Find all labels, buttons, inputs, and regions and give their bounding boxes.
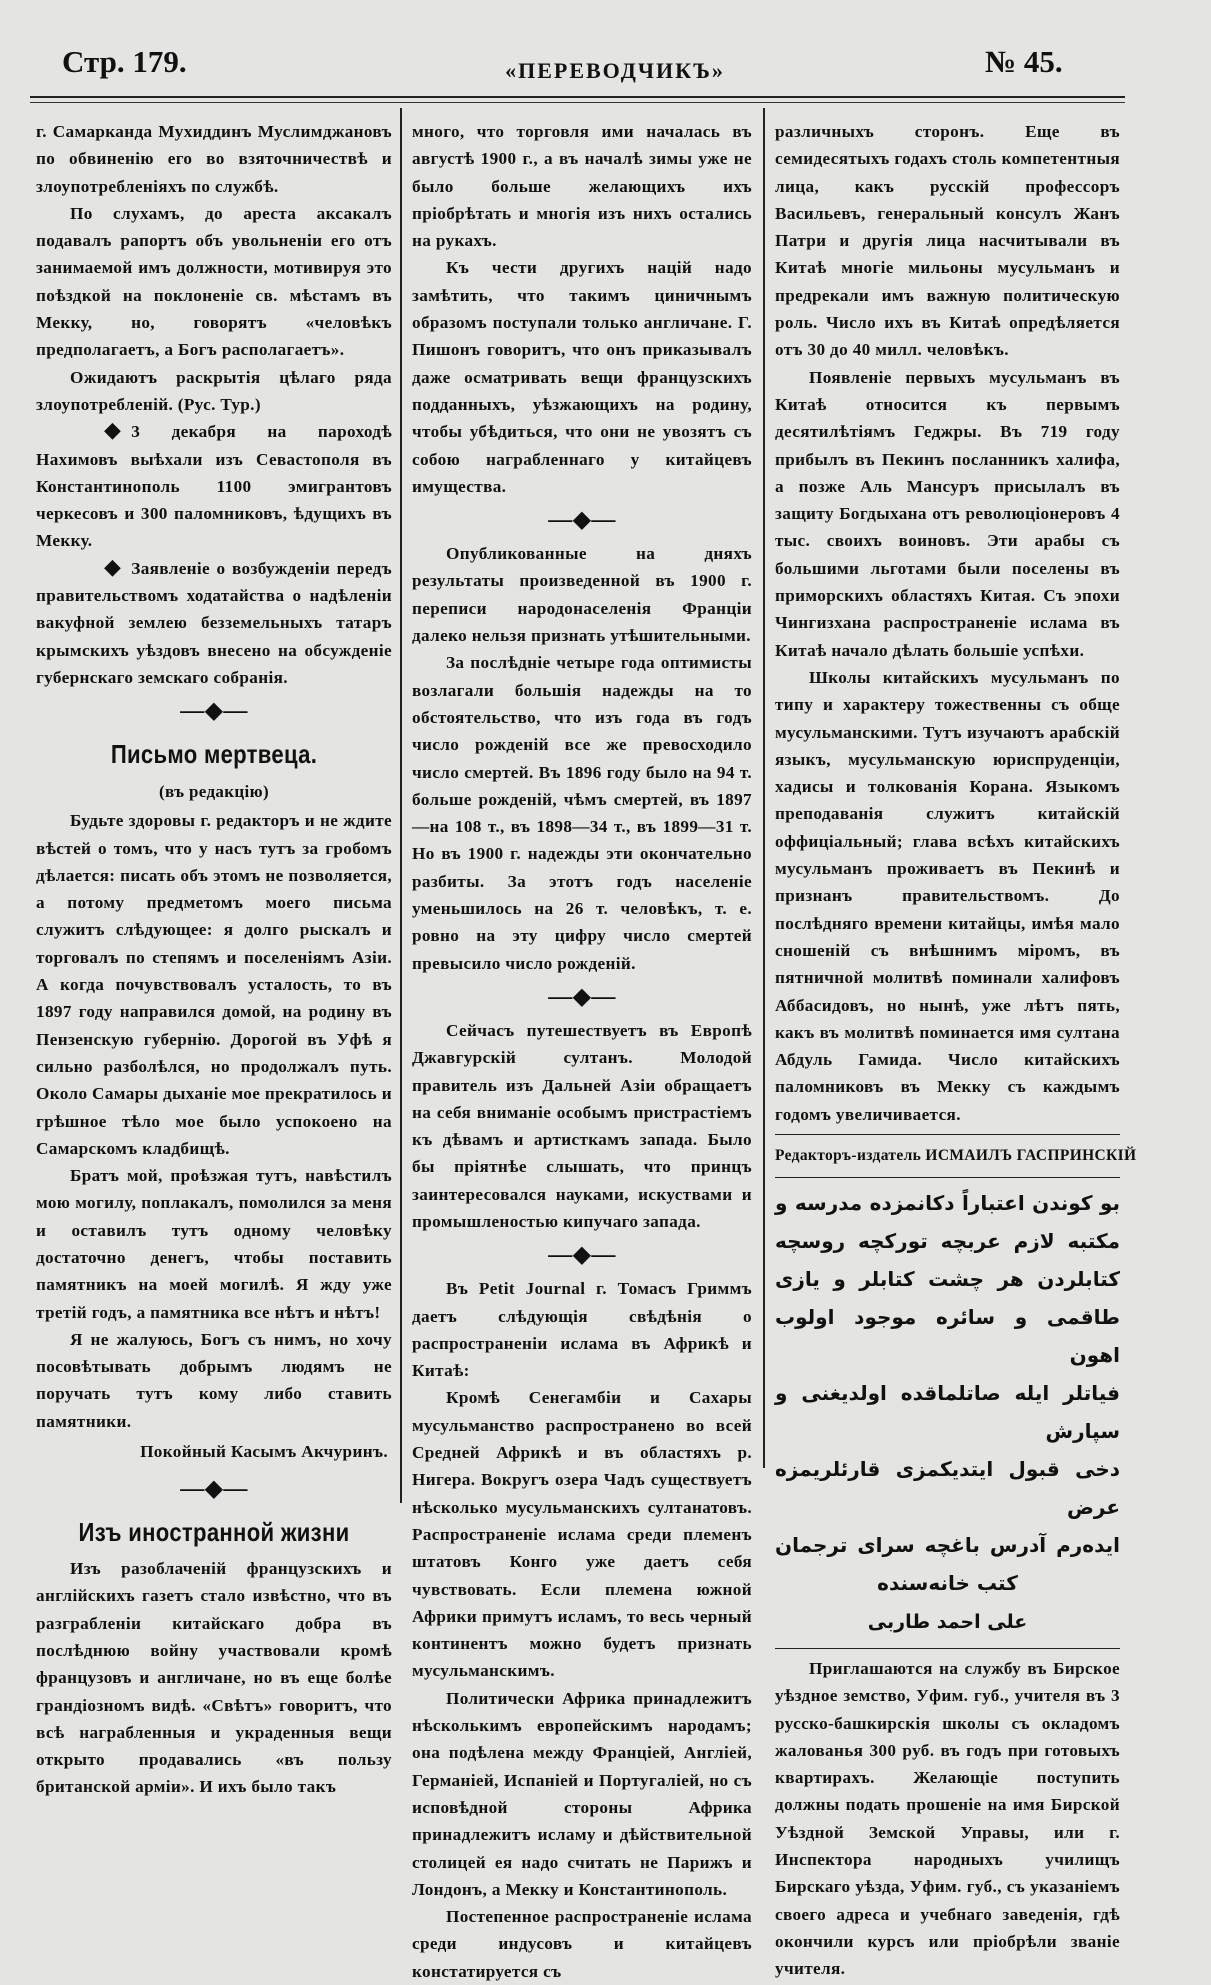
article-paragraph: Будьте здоровы г. редакторъ и не ждите вѣстей о томъ, что у насъ тутъ за гробомъ дѣлается: писать объ этомъ не позволяется, а потому предметомъ моего письма служитъ слѣдующее: я долго рыскалъ и торговалъ по степямъ и поселеніямъ Азіи. А когда почувствовалъ усталость, то въ 1897 году направился домой, на родину въ Пензенскую губернію. Дорогой въ Уфѣ я сильно разболѣлся, но продолжалъ путь. Около Самары дыханіе мое прекратилось и грѣшное тѣло мое было успокоено на Самарскомъ кладбищѣ. — [36, 811, 392, 1158]
article-paragraph: По слухамъ, до ареста аксакалъ подавалъ рапортъ объ увольненіи его отъ занимаемой имъ должности, мотивируя это поѣздкой на поклоненіе св. мѣстамъ въ Мекку, но, говорятъ «человѣкъ предполагаетъ, а Богъ располагаетъ». — [36, 203, 392, 360]
diamond-divider-icon: —◆— — [548, 1242, 616, 1269]
arabic-text-line: فياتلر ايله صاتلماقده اولديغنى و سپارش — [775, 1380, 1120, 1443]
column-divider — [400, 108, 402, 1503]
article-paragraph: Школы китайскихъ мусульманъ по типу и характеру тожественны съ обще мусульманскими. Тутъ изучаютъ арабскій языкъ, мусульманскую юриспруденціи, хадисы и толкованія Корана. Языкомъ преподаванія служитъ китайскій оффиціальный; глава всѣхъ китайскихъ мусульманъ проживаетъ въ Пекинѣ и признанъ правительствомъ. До послѣдняго времени китайцы, имѣя мало сношеній съ внѣшнимъ міромъ, въ пятничной молитвѣ поминали халифовъ Аббасидовъ, но нынѣ, уже лѣтъ пять, какъ въ молитвѣ поминается имя султана Абдуль Гамида. Число китайскихъ паломниковъ въ Мекку съ каждымъ годомъ увеличивается. — [775, 667, 1120, 1124]
column-divider — [763, 108, 765, 1468]
article-subheading: (въ редакцію) — [159, 782, 269, 802]
arabic-text-line: كتب خانه‌سنده — [877, 1570, 1018, 1595]
diamond-divider-icon: —◆— — [180, 1476, 248, 1503]
article-paragraph: Постепенное распространеніе ислама среди индусовъ и китайцевъ констатируется съ — [412, 1907, 752, 1981]
arabic-text-line: بو كوندن اعتباراً دكانمزده مدرسه و — [775, 1190, 1120, 1215]
article-paragraph: Братъ мой, проѣзжая тутъ, навѣстилъ мою могилу, поплакалъ, помолился за меня и оставилъ тутъ одному человѣку достаточно денегъ, чтобы поставить памятникъ на моей могилѣ. Я жду уже третій годъ, а памятника все нѣтъ и нѣтъ! — [36, 1166, 392, 1322]
article-paragraph: ◆ Заявленіе о возбужденіи передъ правительствомъ ходатайства о надѣленіи вакуфной землею безземельныхъ татаръ крымскихъ уѣздовъ внесено на обсужденіе губернскаго земскаго собранія. — [36, 553, 392, 687]
rule — [775, 1648, 1120, 1649]
article-paragraph: Появленіе первыхъ мусульманъ въ Китаѣ относится къ первымъ десятилѣтіямъ Геджры. Въ 719 году прибылъ въ Пекинъ посланникъ халифа, а позже Аль Мансуръ присылалъ въ защиту Богдыхана отъ революціонеровъ 4 тыс. своихъ воиновъ. Эти арабы съ большими льготами были поселены въ приморскихъ областяхъ Китая. Съ эпохи Чингизхана распространеніе ислама въ Китаѣ начало дѣлать большіе успѣхи. — [775, 367, 1120, 660]
diamond-bullet-icon: ◆ — [104, 417, 122, 443]
article-paragraph: ◆ 3 декабря на пароходѣ Нахимовъ выѣхали изъ Севастополя въ Константинополь 1100 эмигрантовъ черкесовъ и 300 паломниковъ, ѣдущихъ въ Мекку. — [36, 417, 392, 551]
column-3 — [775, 118, 1137, 1983]
article-paragraph: различныхъ сторонъ. Еще въ семидесятыхъ годахъ столь компетентныя лица, какъ русскій профессоръ Васильевъ, генеральный консулъ Жанъ Патри и другія лица насчитывали въ Китаѣ многіе мильоны мусульманъ и предрекали имъ важную политическую роль. Число ихъ въ Китаѣ опредѣляется отъ 30 до 40 милл. человѣкъ. — [775, 122, 1120, 360]
diamond-divider-icon: —◆— — [548, 507, 616, 534]
article-paragraph: г. Самарканда Мухиддинъ Муслимджановъ по обвиненію его во взяточничествѣ и злоупотребленіяхъ по службѣ. — [36, 122, 392, 196]
arabic-text-line: مكتبه لازم عربچه توركچه روسچه — [775, 1228, 1120, 1253]
diamond-divider-icon: —◆— — [180, 698, 248, 725]
article-paragraph: много, что торговля ими началась въ августѣ 1900 г., а въ началѣ зимы уже не было больше желающихъ ихъ пріобрѣтать и многія изъ нихъ остались на рукахъ. — [412, 122, 752, 251]
editor-publisher-line: Редакторъ-издатель ИСМАИЛЪ ГАСПРИНСКІЙ — [775, 1146, 1137, 1164]
diamond-divider-icon: —◆— — [548, 983, 616, 1010]
article-paragraph: Я не жалуюсь, Богъ съ нимъ, но хочу посовѣтывать добрымъ людямъ не поручать тутъ кому либо ставить памятники. — [36, 1329, 392, 1431]
rule — [775, 1134, 1120, 1135]
article-heading: Письмо мертвеца. — [110, 739, 318, 770]
arabic-text-line: طاقمى و سائره موجود اولوب اهون — [775, 1304, 1120, 1367]
article-heading: Изъ иностранной жизни — [78, 1517, 350, 1548]
masthead — [0, 0, 1211, 100]
column-2 — [412, 118, 752, 1985]
article-paragraph: За послѣдніе четыре года оптимисты возлагали большія надежды на то обстоятельство, что изъ года въ годъ число рожденій все же превосходило число смертей. Въ 1896 году было на 94 т. больше рожденій, чѣмъ смертей, въ 1897—на 108 т., въ 1898—34 т., въ 1899—31 т. Но въ 1900 г. надежды эти окончательно разбиты. За этотъ годъ населеніе уменьшилось на 26 т. человѣкъ, т. е. ровно на эту цифру число смертей превысило число рожденій. — [412, 653, 752, 973]
header-rule — [30, 102, 1125, 103]
article-paragraph: Къ чести другихъ націй надо замѣтить, что такимъ циничнымъ образомъ поступали только англичане. Г. Пишонъ говоритъ, что онъ приказывалъ даже осматривать вещи французскихъ подданныхъ, уѣзжающихъ на родину, чтобы убѣдиться, что они не увозятъ съ собою награбленнаго у китайцевъ имущества. — [412, 258, 752, 496]
arabic-text-line: كتابلردن هر چشت كتابلر و يازى — [775, 1266, 1120, 1291]
signature: Покойный Касымъ Акчуринъ. — [140, 1442, 388, 1462]
page-number: Стр. 179. — [62, 44, 187, 79]
diamond-bullet-icon: ◆ — [104, 553, 122, 579]
newspaper-title: «ПЕРЕВОДЧИКЪ» — [505, 58, 725, 83]
arabic-text-line: دخى قبول ايتديكمزى قارئلريمزه عرض — [775, 1456, 1120, 1519]
article-paragraph: Сейчасъ путешествуетъ въ Европѣ Джавгурскій султанъ. Молодой правитель изъ Дальней Азіи обращаетъ на себя вниманіе особымъ пристрастіемъ къ дѣвамъ и артисткамъ запада. Было бы пріятнѣе слышать, что принцъ заинтересовался науками, искуствами и промышленостью кипучаго запада. — [412, 1020, 752, 1231]
article-paragraph: Ожидаютъ раскрытія цѣлаго ряда злоупотребленій. (Рус. Тур.) — [36, 367, 392, 414]
article-paragraph: Опубликованные на дняхъ результаты произведенной въ 1900 г. переписи народонаселенія Франціи далеко нельзя признать утѣшительными. — [412, 544, 752, 646]
article-paragraph: Изъ разоблаченій французскихъ и англійскихъ газетъ стало извѣстно, что въ разграбленіи китайскаго добра въ послѣднюю войну участвовали кромѣ французовъ и англичане, но въ еще болѣе грандіозномъ видѣ. «Свѣтъ» говоритъ, что всѣ награбленныя и украденныя вещи открыто продавались «въ пользу британской арміи». И ихъ было такъ — [36, 1559, 392, 1797]
rule — [775, 1177, 1120, 1178]
article-paragraph: Въ Petit Journal г. Томасъ Гриммъ даетъ слѣдующія свѣдѣнія о распространеніи ислама въ Африкѣ и Китаѣ: — [412, 1279, 752, 1381]
article-paragraph: Политически Африка принадлежитъ нѣсколькимъ европейскимъ народамъ; она подѣлена между Франціей, Англіей, Германіей, Испаніей и Португаліей, но съ исповѣдной стороны Африка принадлежитъ исламу и дѣйствительной столицей ея надо считать не Парижъ и Лондонъ, а Мекку и Константинополь. — [412, 1688, 752, 1899]
arabic-text-line: ايده‌رم آدرس باغچه سراى ترجمان — [775, 1532, 1120, 1557]
arabic-signature: على احمد طاربى — [867, 1610, 1028, 1633]
article-paragraph: Кромѣ Сенегамбіи и Сахары мусульманство распространено во всей Средней Африкѣ и въ областяхъ р. Нигера. Вокругъ озера Чадъ существуетъ нѣсколько мусульманскихъ султанатовъ. Распространеніе ислама среди племенъ штатовъ Конго уже даетъ себя чувствовать. Если племена южной Африки примутъ исламъ, то весь черный континентъ можно будетъ признать мусульманскимъ. — [412, 1388, 752, 1681]
header-rule — [30, 96, 1125, 98]
article-paragraph: Приглашаются на службу въ Бирское уѣздное земство, Уфим. губ., учителя въ 3 русско-башкирскія школы съ окладомъ жалованья 300 руб. въ годъ при готовыхъ квартирахъ. Желающіе поступить должны подать прошеніе на имя Бирской Уѣздной Земской Управы, или г. Инспектора народныхъ училищъ Бирскаго уѣзда, Уфим. губ., съ указаніемъ своего адреса и учебнаго заведенія, гдѣ окончили курсъ или пріобрѣли званіе учителя. — [775, 1658, 1120, 1979]
column-1 — [36, 118, 392, 1801]
issue-number: № 45. — [985, 44, 1063, 79]
